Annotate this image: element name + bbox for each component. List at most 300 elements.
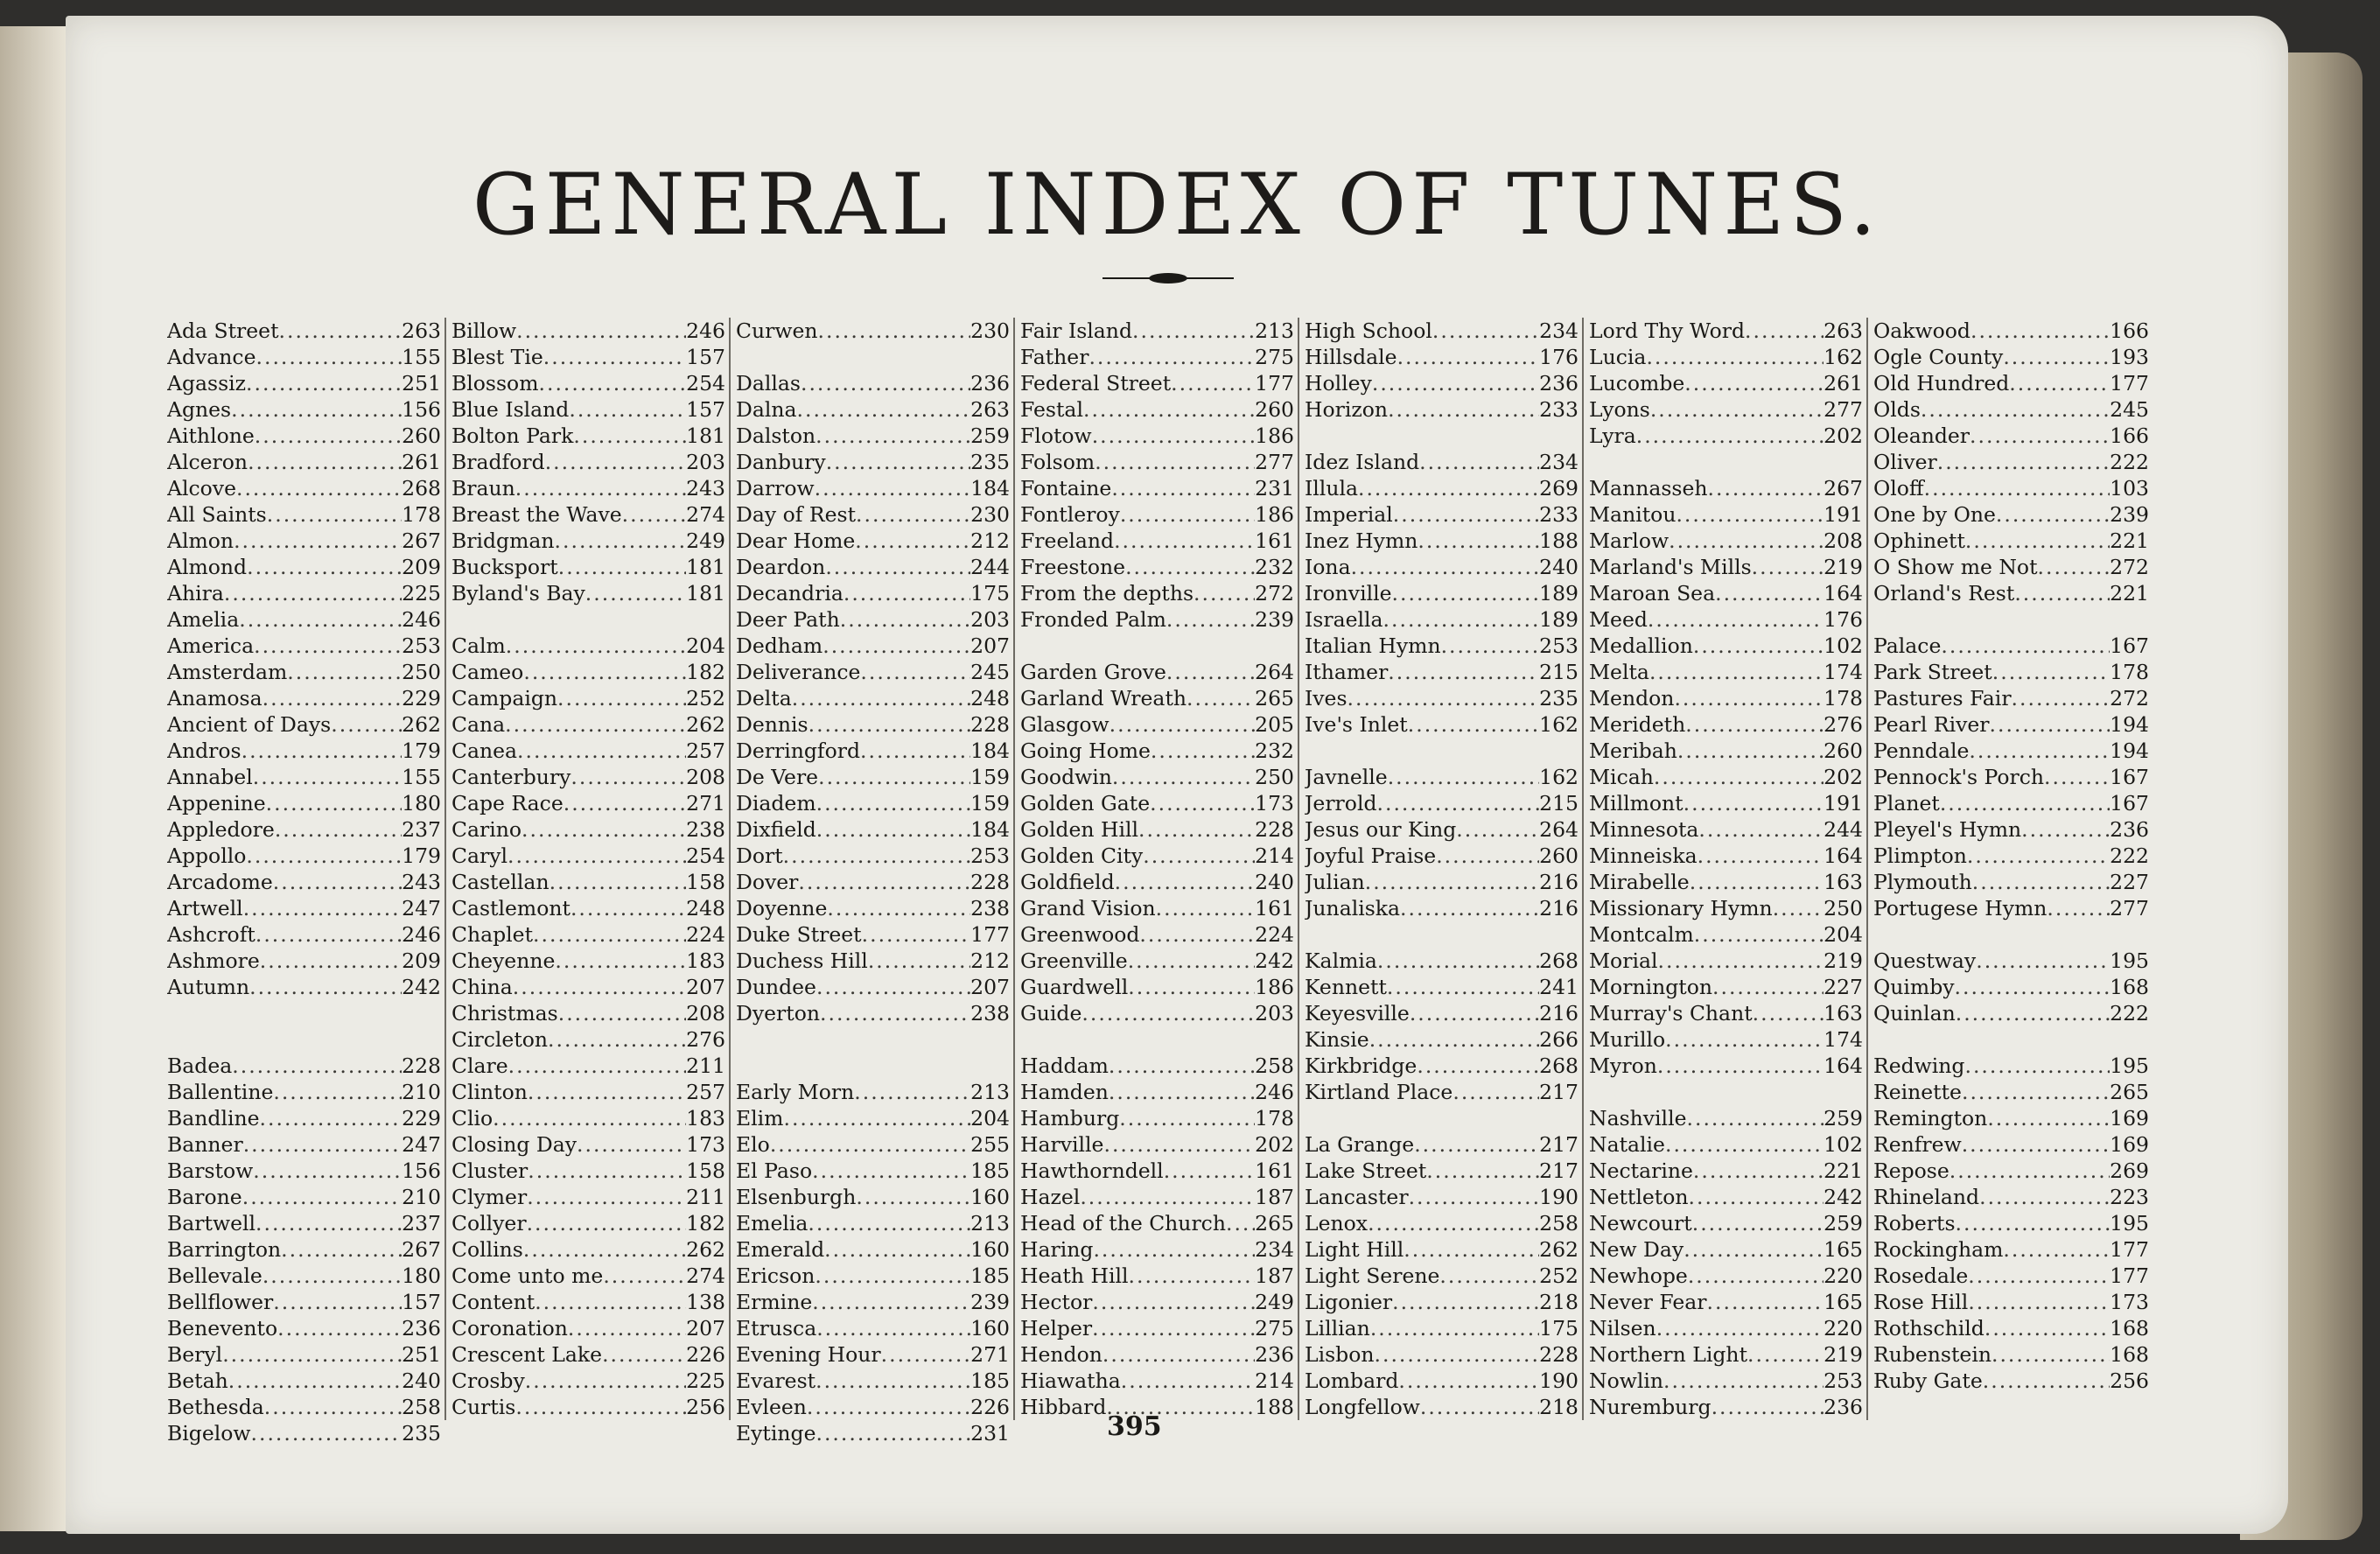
tune-name: Hiawatha (1020, 1368, 1121, 1393)
tune-name: Garland Wreath (1020, 686, 1187, 710)
tune-name: Flotow (1020, 424, 1092, 448)
index-entry (1305, 1026, 1578, 1053)
tune-name: Carino (452, 817, 522, 842)
tune-page-number: 236 (1539, 371, 1578, 396)
tune-name: Holley (1305, 371, 1372, 396)
tune-name: Golden Hill (1020, 817, 1139, 842)
tune-name: Ancient of Days (167, 712, 332, 737)
index-entry (1589, 1026, 1863, 1053)
tune-page-number: 177 (970, 922, 1010, 947)
index-entry (736, 606, 1010, 633)
tune-name: Dalston (736, 424, 816, 448)
index-entry (452, 1079, 725, 1105)
tune-name: Rubenstein (1873, 1342, 1992, 1367)
dot-leader (1387, 974, 1539, 1000)
tune-name: Etrusca (736, 1316, 817, 1340)
section-gap (452, 606, 725, 633)
tune-name: Dyerton (736, 1001, 820, 1026)
index-entry (1305, 554, 1578, 580)
dot-leader (816, 974, 970, 1000)
tune-page-number: 247 (402, 1132, 441, 1157)
tune-page-number: 203 (686, 450, 725, 474)
tune-page-number: 163 (1824, 870, 1863, 894)
dot-leader (854, 1079, 970, 1105)
dot-leader (1092, 1289, 1255, 1315)
index-entry (1020, 396, 1294, 423)
index-entry (1305, 633, 1578, 659)
dot-leader (555, 948, 686, 974)
tune-page-number: 250 (1255, 765, 1294, 789)
tune-name: Greenville (1020, 948, 1128, 973)
dot-leader (279, 318, 402, 344)
tune-name: Bandline (167, 1106, 260, 1130)
tune-page-number: 178 (1824, 686, 1863, 710)
index-entry (1589, 606, 1863, 633)
index-entry (1873, 948, 2149, 974)
tune-page-number: 203 (1255, 1001, 1294, 1026)
tune-name: Jesus our King (1305, 817, 1457, 842)
index-entry (1589, 895, 1863, 921)
tune-page-number: 177 (1255, 371, 1294, 396)
tune-page-number: 238 (970, 1001, 1010, 1026)
tune-page-number: 262 (686, 1237, 725, 1262)
dot-leader (528, 1158, 686, 1184)
dot-leader (792, 685, 970, 711)
tune-page-number: 191 (1824, 502, 1863, 527)
dot-leader (816, 816, 970, 843)
index-entry (167, 344, 441, 370)
tune-page-number: 264 (1255, 660, 1294, 684)
tune-name: Evening Hour (736, 1342, 881, 1367)
tune-page-number: 162 (1824, 345, 1863, 369)
index-entry (1305, 1368, 1578, 1394)
dot-leader (1992, 1341, 2110, 1368)
index-entry (452, 869, 725, 895)
dot-leader (585, 580, 686, 606)
tune-name: Autumn (167, 975, 250, 999)
index-entry (167, 423, 441, 449)
tune-page-number: 252 (1539, 1264, 1578, 1288)
section-gap (736, 1026, 1010, 1053)
dot-leader (1408, 711, 1539, 738)
tune-name: Lillian (1305, 1316, 1370, 1340)
index-entry (1020, 948, 1294, 974)
dot-leader (1388, 764, 1539, 790)
dot-leader (1941, 633, 2110, 659)
tune-page-number: 260 (1824, 738, 1863, 763)
dot-leader (569, 396, 686, 423)
tune-page-number: 211 (686, 1185, 725, 1209)
dot-leader (247, 554, 402, 580)
index-entry (1020, 580, 1294, 606)
tune-page-number: 259 (1824, 1106, 1863, 1130)
dot-leader (254, 633, 402, 659)
tune-page-number: 228 (970, 870, 1010, 894)
dot-leader (1112, 764, 1255, 790)
dot-leader (1368, 1210, 1539, 1236)
tune-page-number: 255 (970, 1132, 1010, 1157)
index-entry (452, 528, 725, 554)
tune-name: Going Home (1020, 738, 1151, 763)
index-entry (1305, 1394, 1578, 1420)
tune-page-number: 228 (970, 712, 1010, 737)
dot-leader (1962, 1131, 2110, 1158)
tune-name: Crescent Lake (452, 1342, 603, 1367)
tune-name: Ithamer (1305, 660, 1389, 684)
dot-leader (539, 370, 687, 396)
tune-page-number: 161 (1255, 528, 1294, 553)
tune-name: Almond (167, 555, 248, 579)
dot-leader (1388, 659, 1539, 685)
tune-page-number: 267 (402, 1237, 441, 1262)
tune-page-number: 227 (1824, 975, 1863, 999)
index-entry (736, 580, 1010, 606)
index-entry (736, 1263, 1010, 1289)
tune-name: Rosedale (1873, 1264, 1969, 1288)
index-entry (1873, 790, 2149, 816)
tune-page-number: 203 (970, 607, 1010, 632)
tune-page-number: 228 (1255, 817, 1294, 842)
tune-name: Duchess Hill (736, 948, 868, 973)
dot-leader (1650, 396, 1824, 423)
dot-leader (273, 1079, 402, 1105)
dot-leader (1164, 1158, 1255, 1184)
tune-name: Duke Street (736, 922, 862, 947)
tune-name: Lake Street (1305, 1158, 1427, 1183)
tune-name: Kennett (1305, 975, 1387, 999)
tune-name: Freestone (1020, 555, 1126, 579)
tune-name: Lyra (1589, 424, 1636, 448)
tune-page-number: 240 (402, 1368, 441, 1393)
index-entry (736, 1368, 1010, 1394)
dot-leader (881, 1341, 970, 1368)
tune-name: Junaliska (1305, 896, 1401, 920)
dot-leader (1707, 1289, 1824, 1315)
index-entry (452, 370, 725, 396)
tune-name: Ive's Inlet (1305, 712, 1408, 737)
tune-name: Byland's Bay (452, 581, 585, 606)
tune-name: Nectarine (1589, 1158, 1693, 1183)
index-entry (1020, 869, 1294, 895)
index-column-3 (731, 318, 1015, 1446)
tune-name: Deer Path (736, 607, 840, 632)
index-entry (1589, 711, 1863, 738)
tune-name: Lancaster (1305, 1185, 1409, 1209)
dot-leader (1186, 685, 1255, 711)
index-entry (736, 554, 1010, 580)
tune-name: Kirtland Place (1305, 1080, 1453, 1104)
tune-page-number: 240 (1255, 870, 1294, 894)
tune-page-number: 248 (686, 896, 725, 920)
tune-name: Park Street (1873, 660, 1992, 684)
index-entry (452, 580, 725, 606)
index-entry (1020, 501, 1294, 528)
tune-name: Light Serene (1305, 1264, 1440, 1288)
dot-leader (533, 921, 686, 948)
tune-page-number: 161 (1255, 896, 1294, 920)
dot-leader (253, 764, 402, 790)
tune-page-number: 260 (1255, 397, 1294, 422)
tune-page-number: 248 (970, 686, 1010, 710)
tune-page-number: 195 (2110, 1054, 2149, 1078)
tune-page-number: 222 (2110, 1001, 2149, 1026)
index-entry (1305, 344, 1578, 370)
dot-leader (1676, 501, 1824, 528)
tune-name: China (452, 975, 513, 999)
tune-page-number: 164 (1824, 581, 1863, 606)
tune-page-number: 229 (402, 686, 441, 710)
tune-page-number: 272 (2110, 555, 2149, 579)
index-entry (1305, 606, 1578, 633)
index-entry (1020, 764, 1294, 790)
tune-name: Artwell (167, 896, 243, 920)
index-entry (452, 1236, 725, 1263)
index-entry (1305, 790, 1578, 816)
index-entry (1305, 764, 1578, 790)
tune-name: El Paso (736, 1158, 813, 1183)
tune-page-number: 169 (2110, 1132, 2149, 1157)
index-entry (167, 1210, 441, 1236)
tune-name: Badea (167, 1054, 233, 1078)
tune-page-number: 163 (1824, 1001, 1863, 1026)
dot-leader (1128, 974, 1255, 1000)
dot-leader (287, 659, 402, 685)
index-entry (452, 1105, 725, 1131)
index-entry (1020, 1236, 1294, 1263)
tune-name: Grand Vision (1020, 896, 1156, 920)
tune-page-number: 176 (1824, 607, 1863, 632)
dot-leader (816, 1420, 970, 1446)
tune-page-number: 207 (970, 634, 1010, 658)
index-entry (1305, 1131, 1578, 1158)
index-entry (1589, 423, 1863, 449)
tune-name: Idez Island (1305, 450, 1420, 474)
dot-leader (801, 370, 970, 396)
index-entry (452, 685, 725, 711)
tune-page-number: 213 (1255, 318, 1294, 343)
tune-name: Helper (1020, 1316, 1093, 1340)
tune-name: Chaplet (452, 922, 534, 947)
tune-page-number: 173 (1255, 791, 1294, 816)
tune-page-number: 245 (970, 660, 1010, 684)
dot-leader (253, 1158, 402, 1184)
index-entry (167, 1368, 441, 1394)
tune-name: Rockingham (1873, 1237, 2004, 1262)
dot-leader (1955, 974, 2110, 1000)
tune-page-number: 260 (402, 424, 441, 448)
tune-name: Pearl River (1873, 712, 1990, 737)
index-entry (1589, 1368, 1863, 1394)
dot-leader (1392, 580, 1540, 606)
tune-page-number: 268 (1539, 948, 1578, 973)
tune-page-number: 184 (970, 738, 1010, 763)
dot-leader (1083, 396, 1255, 423)
tune-page-number: 235 (402, 1421, 441, 1446)
tune-page-number: 186 (1255, 975, 1294, 999)
tune-page-number: 261 (1824, 371, 1863, 396)
tune-name: Nowlin (1589, 1368, 1663, 1393)
index-entry (1020, 1263, 1294, 1289)
dot-leader (2021, 816, 2110, 843)
tune-page-number: 174 (1824, 1027, 1863, 1052)
index-entry (167, 554, 441, 580)
tune-page-number: 221 (2110, 528, 2149, 553)
index-entry (1020, 1210, 1294, 1236)
dot-leader (1419, 449, 1539, 475)
dot-leader (1654, 764, 1824, 790)
tune-page-number: 246 (1255, 1080, 1294, 1104)
tune-name: Morial (1589, 948, 1658, 973)
tune-page-number: 210 (402, 1080, 441, 1104)
index-entry (1305, 449, 1578, 475)
dot-leader (868, 948, 970, 974)
dot-leader (1752, 554, 1824, 580)
index-entry (452, 318, 725, 344)
tune-page-number: 162 (1539, 765, 1578, 789)
tune-page-number: 175 (1539, 1316, 1578, 1340)
tune-name: Northern Light (1589, 1342, 1748, 1367)
index-entry (1589, 580, 1863, 606)
tune-name: Pennock's Porch (1873, 765, 2045, 789)
dot-leader (2012, 685, 2110, 711)
dot-leader (1684, 370, 1824, 396)
tune-page-number: 174 (1824, 660, 1863, 684)
tune-page-number: 222 (2110, 450, 2149, 474)
tune-page-number: 224 (686, 922, 725, 947)
tune-name: Deardon (736, 555, 826, 579)
index-entry (1020, 554, 1294, 580)
index-entry (167, 475, 441, 501)
tune-name: Advance (167, 345, 256, 369)
dot-leader (1983, 1368, 2110, 1394)
tune-name: Fontleroy (1020, 502, 1120, 527)
tune-name: Keyesville (1305, 1001, 1410, 1026)
tune-name: Ophinett (1873, 528, 1965, 553)
tune-page-number: 236 (1824, 1395, 1863, 1419)
dot-leader (1665, 1131, 1824, 1158)
section-gap (1305, 738, 1578, 764)
dot-leader (1688, 1263, 1824, 1289)
index-entry (1305, 1184, 1578, 1210)
dot-leader (1773, 895, 1824, 921)
dot-leader (816, 423, 970, 449)
index-entry (736, 501, 1010, 528)
tune-name: Dixfield (736, 817, 816, 842)
index-entry (1305, 528, 1578, 554)
dot-leader (808, 711, 971, 738)
dot-leader (1656, 1315, 1824, 1341)
dot-leader (1693, 633, 1824, 659)
dot-leader (1226, 1210, 1255, 1236)
index-entry (736, 475, 1010, 501)
tune-name: Lisbon (1305, 1342, 1375, 1367)
tune-page-number: 253 (970, 844, 1010, 868)
tune-page-number: 158 (686, 870, 725, 894)
dot-leader (1962, 1079, 2110, 1105)
tune-name: Repose (1873, 1158, 1950, 1183)
dot-leader (243, 1131, 402, 1158)
tune-page-number: 241 (1539, 975, 1578, 999)
tune-page-number: 202 (1255, 1132, 1294, 1157)
index-entry (1873, 475, 2149, 501)
tune-name: Bellevale (167, 1264, 262, 1288)
tune-name: Ahira (167, 581, 224, 606)
tune-page-number: 263 (1824, 318, 1863, 343)
tune-page-number: 259 (970, 424, 1010, 448)
tune-page-number: 274 (686, 502, 725, 527)
tune-name: Medallion (1589, 634, 1693, 658)
index-entry (167, 659, 441, 685)
tune-name: Cameo (452, 660, 524, 684)
tune-page-number: 188 (1255, 1395, 1294, 1419)
tune-page-number: 231 (970, 1421, 1010, 1446)
tune-name: Pleyel's Hymn (1873, 817, 2022, 842)
tune-page-number: 263 (402, 318, 441, 343)
index-entry (1305, 1210, 1578, 1236)
tune-name: Illula (1305, 476, 1358, 500)
index-entry (1589, 1341, 1863, 1368)
dot-leader (232, 1053, 402, 1079)
index-entry (452, 1263, 725, 1289)
tune-page-number: 257 (686, 738, 725, 763)
dot-leader (1121, 1368, 1255, 1394)
tune-name: Hillsdale (1305, 345, 1397, 369)
index-entry (1305, 475, 1578, 501)
index-entry (1020, 528, 1294, 554)
tune-name: Amsterdam (167, 660, 288, 684)
index-entry (452, 659, 725, 685)
tune-page-number: 222 (2110, 844, 2149, 868)
tune-name: Goldfield (1020, 870, 1115, 894)
tune-name: Appledore (167, 817, 275, 842)
dot-leader (1120, 501, 1255, 528)
tune-page-number: 235 (970, 450, 1010, 474)
dot-leader (1093, 1236, 1255, 1263)
tune-name: Coronation (452, 1316, 568, 1340)
dot-leader (1410, 1000, 1539, 1026)
dot-leader (1657, 1053, 1824, 1079)
dot-leader (222, 1341, 402, 1368)
index-entry (1020, 1158, 1294, 1184)
index-entry (1020, 449, 1294, 475)
tune-name: Bellflower (167, 1290, 274, 1314)
index-entry (1305, 1079, 1578, 1105)
tune-name: Bartwell (167, 1211, 256, 1236)
dot-leader (256, 1210, 402, 1236)
tune-name: Rothschild (1873, 1316, 1984, 1340)
tune-name: Anamosa (167, 686, 262, 710)
index-entry (1589, 1184, 1863, 1210)
tune-name: Bolton Park (452, 424, 574, 448)
dot-leader (783, 843, 970, 869)
index-entry (1589, 1236, 1863, 1263)
tune-name: Darrow (736, 476, 815, 500)
index-entry (1589, 554, 1863, 580)
dot-leader (1658, 948, 1824, 974)
index-entry (1873, 423, 2149, 449)
tune-page-number: 251 (402, 371, 441, 396)
dot-leader (1377, 790, 1540, 816)
index-entry (452, 1289, 725, 1315)
tune-name: Banner (167, 1132, 243, 1157)
tune-page-number: 180 (402, 1264, 441, 1288)
tune-name: Eytinge (736, 1421, 816, 1446)
dot-leader (2038, 554, 2110, 580)
tune-name: Fontaine (1020, 476, 1112, 500)
dot-leader (528, 1079, 686, 1105)
tune-page-number: 177 (2110, 1237, 2149, 1262)
tune-page-number: 258 (1539, 1211, 1578, 1236)
